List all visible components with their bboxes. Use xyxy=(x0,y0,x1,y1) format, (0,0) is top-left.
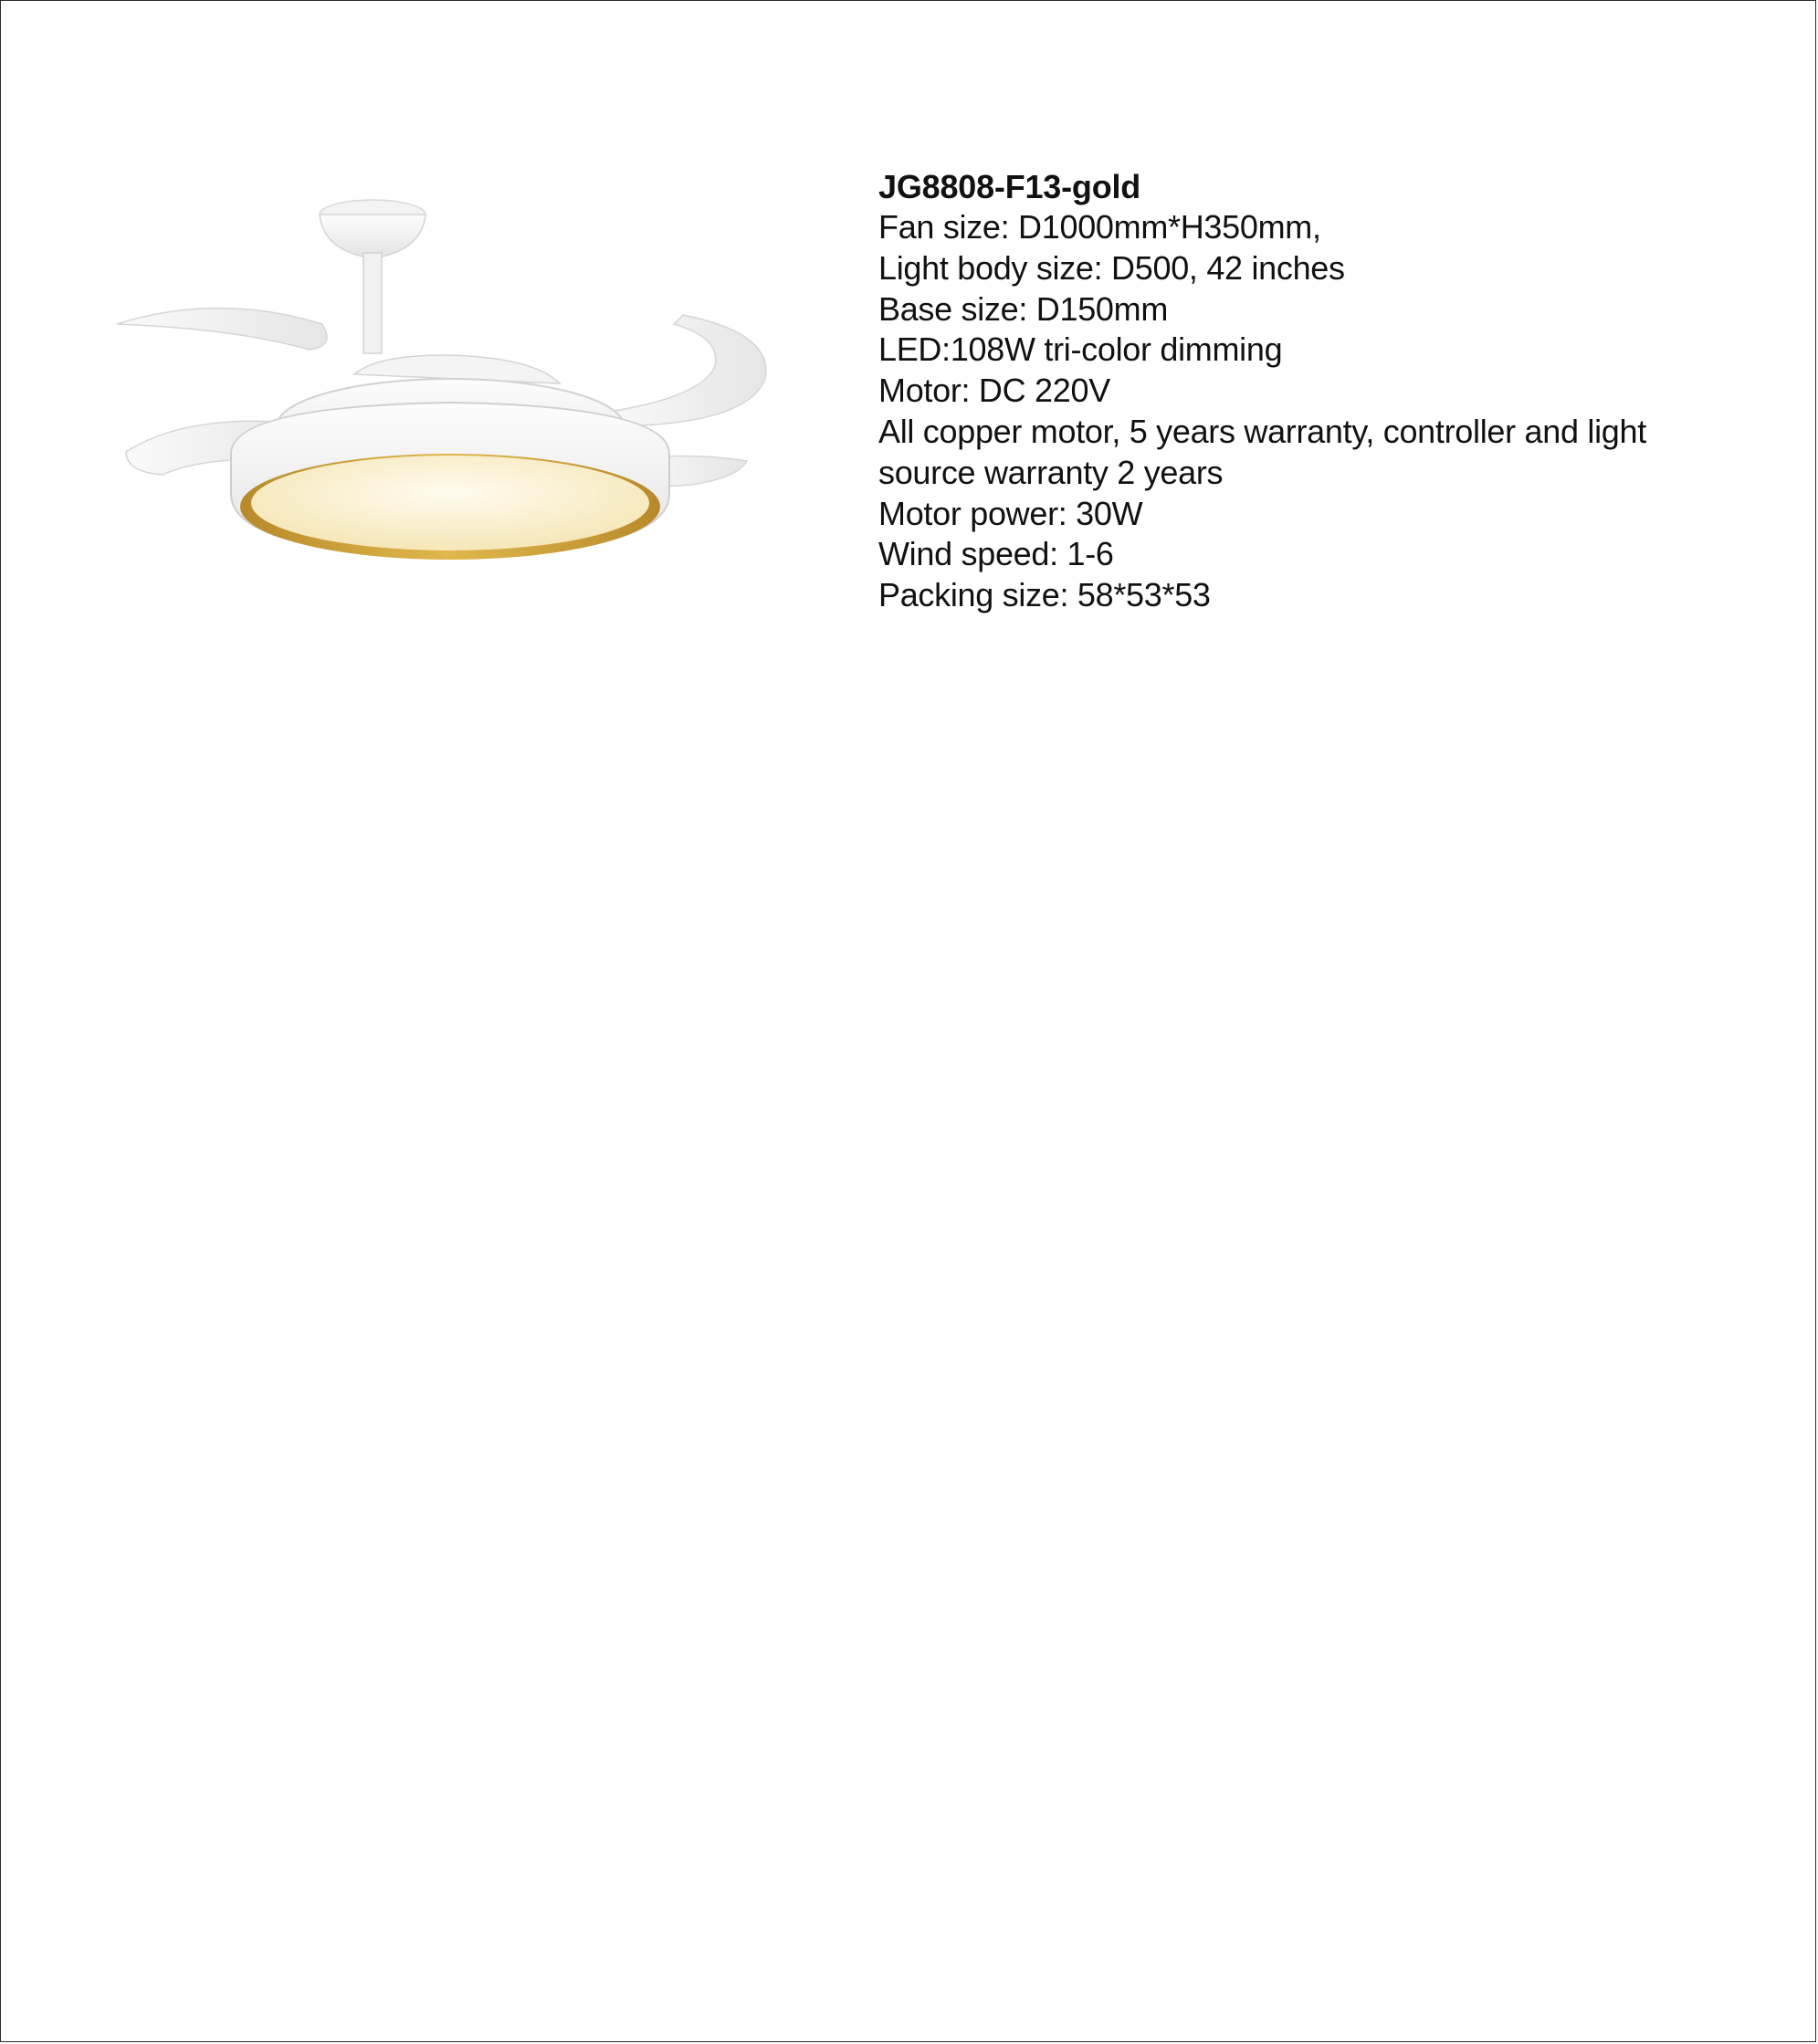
spec-base-size: Base size: D150mm xyxy=(878,289,1169,328)
ceiling-fan-light-icon xyxy=(108,187,783,571)
spec-motor: Motor: DC 220V xyxy=(878,372,1110,410)
spec-light-body-size: Light body size: D500, 42 inches xyxy=(878,248,1345,287)
spec-fan-size: Fan size: D1000mm*H350mm, xyxy=(878,208,1321,246)
spec-packing-size: Packing size: 58*53*53 xyxy=(878,576,1211,614)
spec-motor-power: Motor power: 30W xyxy=(878,494,1143,532)
spec-list xyxy=(878,207,1755,616)
spec-warranty-cont: source warranty 2 years xyxy=(878,453,1224,491)
spec-led: LED:108W tri-color dimming xyxy=(878,330,1283,369)
product-image xyxy=(108,187,783,571)
spec-wind-speed: Wind speed: 1-6 xyxy=(878,535,1114,573)
spec-block xyxy=(878,167,1755,616)
spec-warranty: All copper motor, 5 years warranty, controller and light xyxy=(878,412,1646,450)
product-title: JG8808-F13-gold xyxy=(878,168,1141,205)
